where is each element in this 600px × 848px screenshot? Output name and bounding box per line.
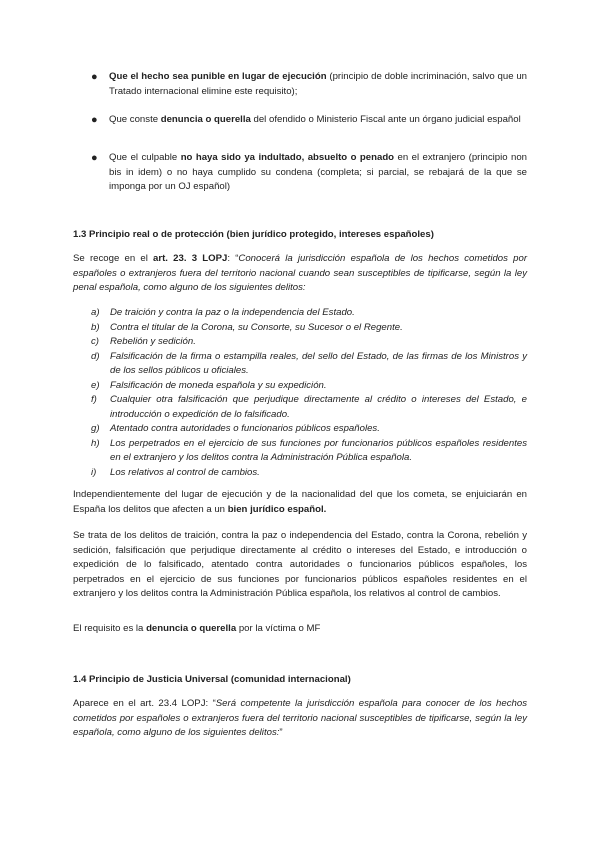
list-item-text: De traición y contra la paz o la independencia del Estado. [110,307,355,318]
section-1-3-intro [73,252,527,296]
section-1-3-paragraph-1 [73,488,527,517]
text-run: del ofendido o Ministerio Fiscal ante un órgano judicial español [250,114,521,125]
text-run: El requisito es la [73,623,147,634]
text-run: denuncia o querella [146,623,237,634]
list-item-text: Los perpetrados en el ejercicio de sus funciones por funcionarios públicos españoles residentes en el extranjero y los delitos contra la Administración Pública española. [110,437,527,463]
section-1-3-offense-list [91,306,527,480]
list-item [91,306,527,321]
list-item-label: c) [91,336,99,347]
list-item [91,335,527,350]
list-item-text: Cualquier otra falsificación que perjudique directamente al crédito o intereses del Estado, e introducción o expedición de lo falsificado. [110,394,527,420]
text-run: : “ [227,253,239,264]
list-item [91,379,527,394]
section-1-3-paragraph-2: Se trata de los delitos de traición, contra la paz o independencia del Estado, contra la Corona, rebelión y sedición, falsificación que perjudique directamente al crédito o intereses del Estado, e introducción o expedición de lo falsificado, atentado contra autoridades o funcionarios públicos españoles, los perpetrados en el ejercicio de sus funciones por funcionarios públicos españoles residentes en el extranjero y los delitos contra la Administración Pública española, los relativos al control de cambios. [73,530,527,599]
bullet-dot: ● [91,114,98,126]
section-1-3-paragraph-3 [73,622,527,637]
list-item [91,422,527,437]
text-run: denuncia o querella [160,114,251,125]
section-heading-1-3: 1.3 Principio real o de protección (bien jurídico protegido, intereses españoles) [73,229,434,240]
list-item-text: Contra el titular de la Corona, su Consorte, su Sucesor o el Regente. [110,321,403,333]
list-item-text: Falsificación de moneda española y su expedición. [110,379,327,391]
section-heading-1-4: 1.4 Principio de Justicia Universal (comunidad internacional) [73,674,351,685]
bullet-item-1 [91,70,527,99]
text-run: Aparece en el art. 23.4 LOPJ: “ [73,698,216,709]
text-run: no haya sido ya indultado, absuelto o penado [180,152,395,163]
list-item-text: Atentado contra autoridades o funcionarios públicos españoles. [110,423,380,434]
text-run: Que el culpable [109,152,181,163]
list-item-text: Falsificación de la firma o estampilla reales, del sello del Estado, de las firmas de los Ministros y de los sellos públicos u oficiales. [110,350,527,376]
list-item-label: e) [91,379,100,391]
bullet-text [109,113,527,128]
text-run: Conocerá la jurisdicción española de los hechos cometidos por españoles o extranjeros fuera del territorio nacional cuando sean susceptibles de tipificarse, según la ley penal española, como alguno de los siguientes delitos: [73,253,528,293]
bullet-text [109,70,527,99]
bullet-dot: ● [91,152,98,164]
list-item [91,321,527,336]
list-item [91,350,527,379]
list-item [91,437,527,466]
list-item-label: g) [91,423,100,434]
text-run: en el extranjero (principio non bis in idem) o no haya cumplido su condena (completa; si parcial, se rebajará de la que se imponga por un OJ español) [109,152,528,192]
text-run: Independientemente del lugar de ejecución y de la nacionalidad del que los cometa, se enjuiciarán en España los delitos que afecten a un [73,489,527,515]
bullet-text [109,151,527,195]
list-item-label: f) [91,394,97,405]
text-run: art. 23. 3 LOPJ [153,253,228,264]
text-run: bien jurídico español. [227,503,327,515]
bullet-item-2 [91,113,527,128]
text-run: Que el hecho sea punible en lugar de ejecución [109,71,327,82]
text-run: (principio de doble incriminación, salvo que un Tratado internacional elimine este requisito); [109,71,528,97]
list-item-label: d) [91,350,100,362]
text-run: Será competente la jurisdicción española para conocer de los hechos cometidos por españoles o extranjeros fuera del territorio nacional susceptibles de tipificarse, según la ley española, como alguno de los siguientes delitos: [73,698,527,738]
text-run: ” [279,727,283,738]
bullet-dot: ● [91,71,98,83]
list-item-label: b) [91,321,100,333]
list-item-label: h) [91,437,100,449]
list-item-label: a) [91,307,100,318]
list-item-text: Los relativos al control de cambios. [110,466,260,478]
list-item-label: i) [91,466,97,478]
section-1-4-intro [73,697,527,741]
list-item [91,466,527,481]
text-run: Que conste [109,114,161,125]
list-item-text: Rebelión y sedición. [110,336,196,347]
text-run: por la víctima o MF [236,623,321,634]
bullet-item-3 [91,151,527,195]
list-item [91,393,527,422]
text-run: Se recoge en el [73,253,154,264]
